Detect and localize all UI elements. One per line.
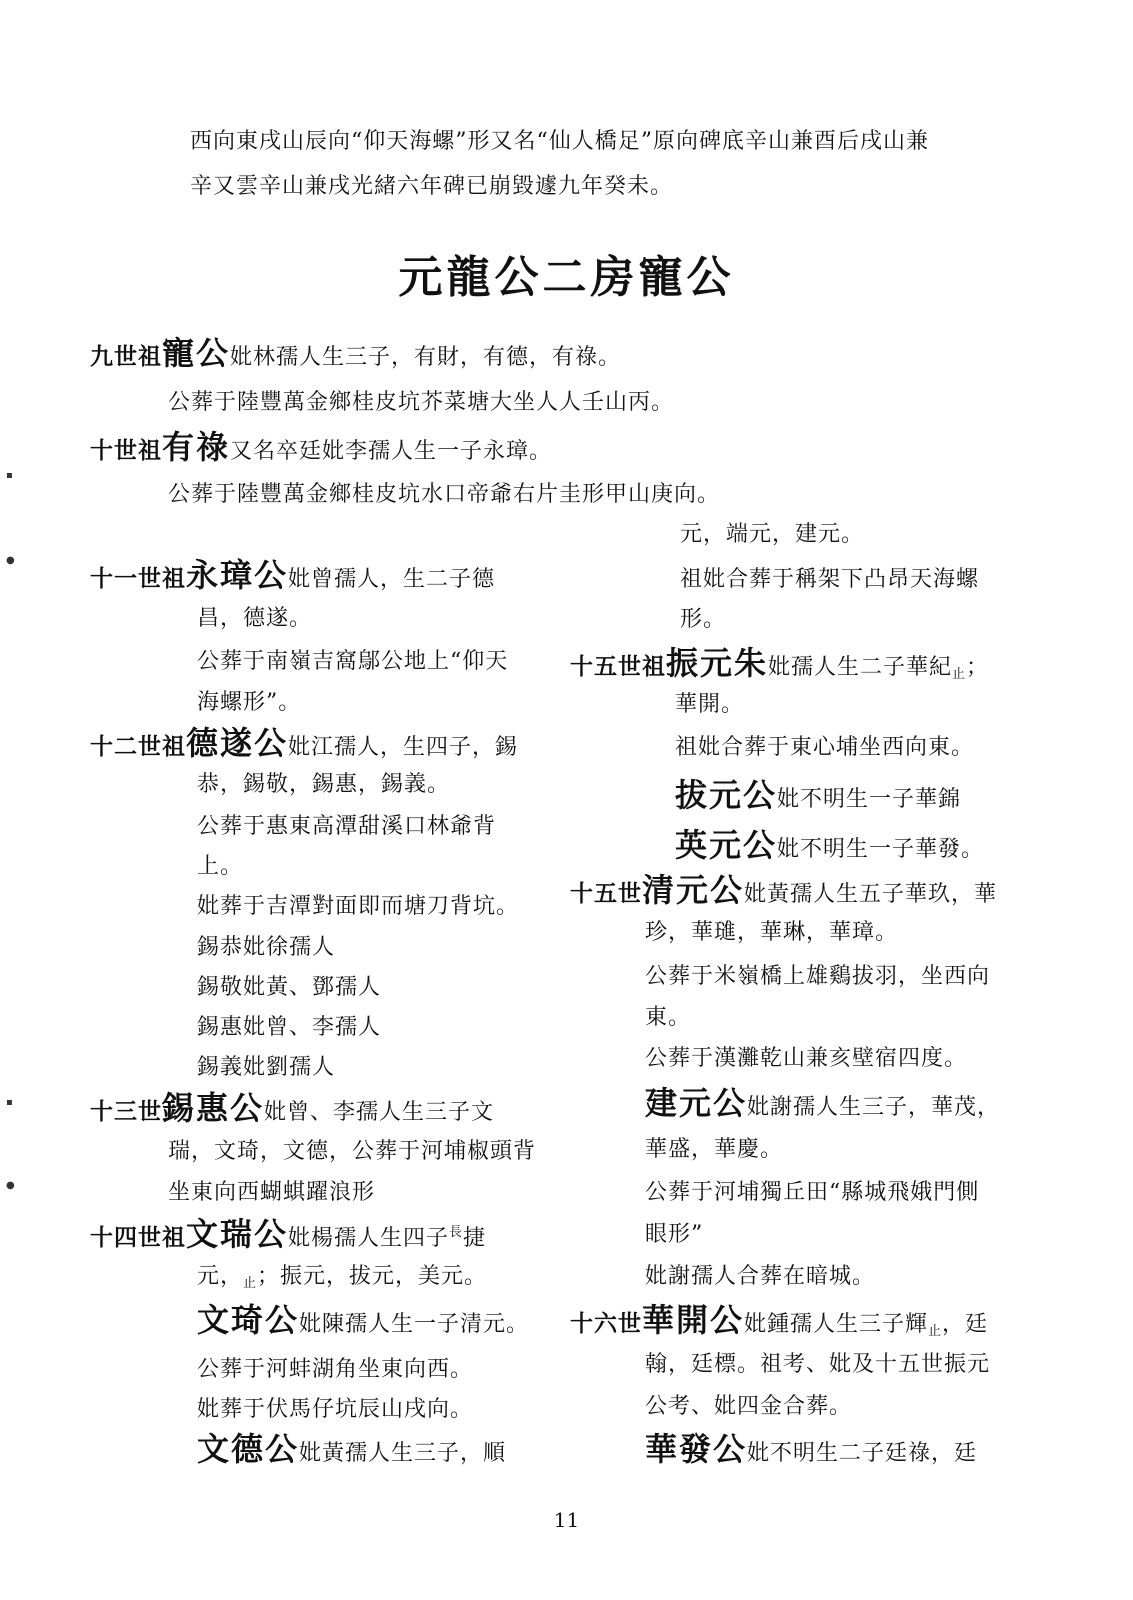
entry-continuation: 華開。 <box>675 692 745 717</box>
burial-line: 公葬于惠東高潭甜溪口林爺背 <box>197 814 497 839</box>
entry-text: 妣不明生二子廷祿，廷 <box>747 1441 978 1466</box>
burial-line: 形。 <box>680 607 727 632</box>
entry-text: 元， <box>197 1264 244 1289</box>
generation-label: 十六世 <box>570 1310 642 1337</box>
entry-wende <box>197 1430 507 1469</box>
entry-text: 妣曾、李孺人生三子文 <box>264 1100 495 1125</box>
entry-text: 妣黃孺人生五子華玖，華 <box>744 882 998 907</box>
entry-continuation: 恭，錫敬，錫惠，錫義。 <box>197 772 451 797</box>
entry-12th-gen <box>90 724 519 763</box>
intro-line-2: 辛又雲辛山兼戌光緒六年碑已崩毀遽九年癸未。 <box>190 174 674 199</box>
entry-yingyuan <box>675 826 985 865</box>
spouse-line: 錫敬妣黃、鄧孺人 <box>197 975 382 1000</box>
ancestor-name: 永璋公 <box>186 556 289 594</box>
subscript-mark: 止 <box>243 1276 258 1291</box>
burial-line: 海螺形”。 <box>197 690 302 715</box>
scan-mark: ● <box>6 1180 15 1191</box>
entry-text: ；振元，拔元，美元。 <box>257 1264 488 1289</box>
subscript-mark: 止 <box>952 667 967 682</box>
entry-continuation: 珍，華璡，華琳，華璋。 <box>645 920 899 945</box>
entry-text: 捷 <box>463 1226 487 1251</box>
ancestor-name: 文德公 <box>197 1430 300 1468</box>
ancestor-name: 振元朱 <box>666 644 769 682</box>
entry-text: 妣江孺人，生四子，錫 <box>288 735 519 760</box>
burial-line: 眼形” <box>645 1222 704 1247</box>
ancestor-name: 寵公 <box>162 334 231 372</box>
burial-line: 公葬于河埔獨丘田“縣城飛娥門側 <box>645 1180 980 1205</box>
section-title: 元龍公二房寵公 <box>398 252 735 303</box>
generation-label: 十五世 <box>570 880 642 907</box>
burial-line: 妣葬于吉潭對面即而塘刀背坑。 <box>197 894 520 919</box>
entry-15th-gen-zhenyuan <box>570 644 990 690</box>
entry-text: 妣黃孺人生三子，順 <box>299 1441 507 1466</box>
ancestor-name: 德遂公 <box>186 724 289 762</box>
spouse-line: 錫義妣劉孺人 <box>197 1055 336 1080</box>
entry-16th-gen <box>570 1301 989 1347</box>
entry-continuation <box>197 1262 487 1299</box>
entry-text: 妣陳孺人生一子清元。 <box>299 1312 530 1337</box>
ancestor-name: 拔元公 <box>675 776 778 814</box>
generation-label: 十三世 <box>90 1098 162 1125</box>
ancestor-name: 清元公 <box>642 871 745 909</box>
ancestor-name: 文琦公 <box>197 1301 300 1339</box>
ancestor-name: 文瑞公 <box>186 1215 289 1253</box>
entry-10th-gen <box>90 428 553 467</box>
entry-15th-gen-qingyuan <box>570 871 998 910</box>
subscript-mark: 止 <box>928 1324 943 1339</box>
intro-line-1: 西向東戌山辰向“仰天海螺”形又名“仙人橋足”原向碑底辛山兼酉后戌山兼 <box>190 129 929 154</box>
generation-label: 十二世祖 <box>90 733 186 760</box>
entry-11th-gen <box>90 556 496 595</box>
burial-line: 祖妣合葬于稱架下凸昂天海螺 <box>680 567 980 592</box>
entry-continuation: 瑞，文琦，文德，公葬于河埔椒頭背 <box>168 1139 537 1164</box>
burial-line: 公葬于米嶺橋上雄鷄拔羽，坐西向 <box>645 964 991 989</box>
spouse-line: 錫惠妣曾、李孺人 <box>197 1015 382 1040</box>
entry-14th-gen <box>90 1215 487 1254</box>
generation-label: 十世祖 <box>90 437 162 464</box>
entry-huafa <box>645 1430 978 1469</box>
entry-text: 妣楊孺人生四子 <box>288 1226 450 1251</box>
burial-line: 公葬于河蚌湖角坐東向西。 <box>197 1357 474 1382</box>
entry-continuation: 公考、妣四金合葬。 <box>645 1394 853 1419</box>
burial-line: 妣謝孺人合葬在暗城。 <box>645 1264 876 1289</box>
entry-text: 又名卒廷妣李孺人生一子永璋。 <box>230 439 553 464</box>
ancestor-name: 華發公 <box>645 1430 748 1468</box>
scan-mark: ● <box>6 555 15 566</box>
entry-9th-gen <box>90 334 622 373</box>
page-number: 11 <box>553 1508 580 1532</box>
generation-label: 九世祖 <box>90 343 162 370</box>
entry-text: 妣鍾孺人生三子輝 <box>744 1312 929 1337</box>
ancestor-name: 建元公 <box>645 1084 748 1122</box>
generation-label: 十四世祖 <box>90 1224 186 1251</box>
spouse-line: 錫恭妣徐孺人 <box>197 935 336 960</box>
entry-text: 妣孺人生二子華紀 <box>768 655 953 680</box>
entry-text: 妣林孺人生三子，有財，有德，有祿。 <box>230 345 622 370</box>
burial-line: 東。 <box>645 1005 692 1030</box>
entry-continuation: 翰，廷標。祖考、妣及十五世振元 <box>645 1352 991 1377</box>
entry-text: 妣曾孺人，生二子德 <box>288 567 496 592</box>
burial-line: 祖妣合葬于東心埔坐西向東。 <box>675 735 975 760</box>
ancestor-name: 有祿 <box>162 428 231 466</box>
burial-line: 上。 <box>197 854 244 879</box>
entry-text: ，廷 <box>942 1312 989 1337</box>
entry-continuation: 華盛，華慶。 <box>645 1137 784 1162</box>
entry-text: 妣不明生一子華錦 <box>777 787 962 812</box>
entry-continuation: 元，端元，建元。 <box>680 522 865 547</box>
entry-text: 妣謝孺人生三子，華茂， <box>747 1095 1001 1120</box>
scan-mark: ▪ <box>6 1097 13 1108</box>
burial-line: 公葬于漢灘乾山兼亥壁宿四度。 <box>645 1046 968 1071</box>
generation-label: 十一世祖 <box>90 565 186 592</box>
entry-jianyuan <box>645 1084 1001 1123</box>
burial-line: 公葬于陸豐萬金鄉桂皮坑水口帝爺右片圭形甲山庚向。 <box>168 482 721 507</box>
superscript-mark: 長 <box>449 1225 464 1240</box>
entry-wenqi <box>197 1301 530 1340</box>
entry-continuation: 昌，德遂。 <box>197 606 313 631</box>
burial-line: 妣葬于伏馬仔坑辰山戌向。 <box>197 1397 474 1422</box>
entry-continuation: 坐東向西蝴蜞躍浪形 <box>168 1180 376 1205</box>
burial-line: 公葬于南嶺吉窩鄔公地上“仰天 <box>197 649 509 674</box>
entry-13th-gen <box>90 1089 495 1128</box>
ancestor-name: 錫惠公 <box>162 1089 265 1127</box>
scan-mark: ▪ <box>6 470 13 481</box>
ancestor-name: 華開公 <box>642 1301 745 1339</box>
entry-bayuan <box>675 776 962 815</box>
entry-text: 妣不明生一子華發。 <box>777 837 985 862</box>
burial-line: 公葬于陸豐萬金鄉桂皮坑芥菜塘大坐人人壬山丙。 <box>168 390 675 415</box>
ancestor-name: 英元公 <box>675 826 778 864</box>
entry-text: ； <box>966 655 990 680</box>
generation-label: 十五世祖 <box>570 653 666 680</box>
